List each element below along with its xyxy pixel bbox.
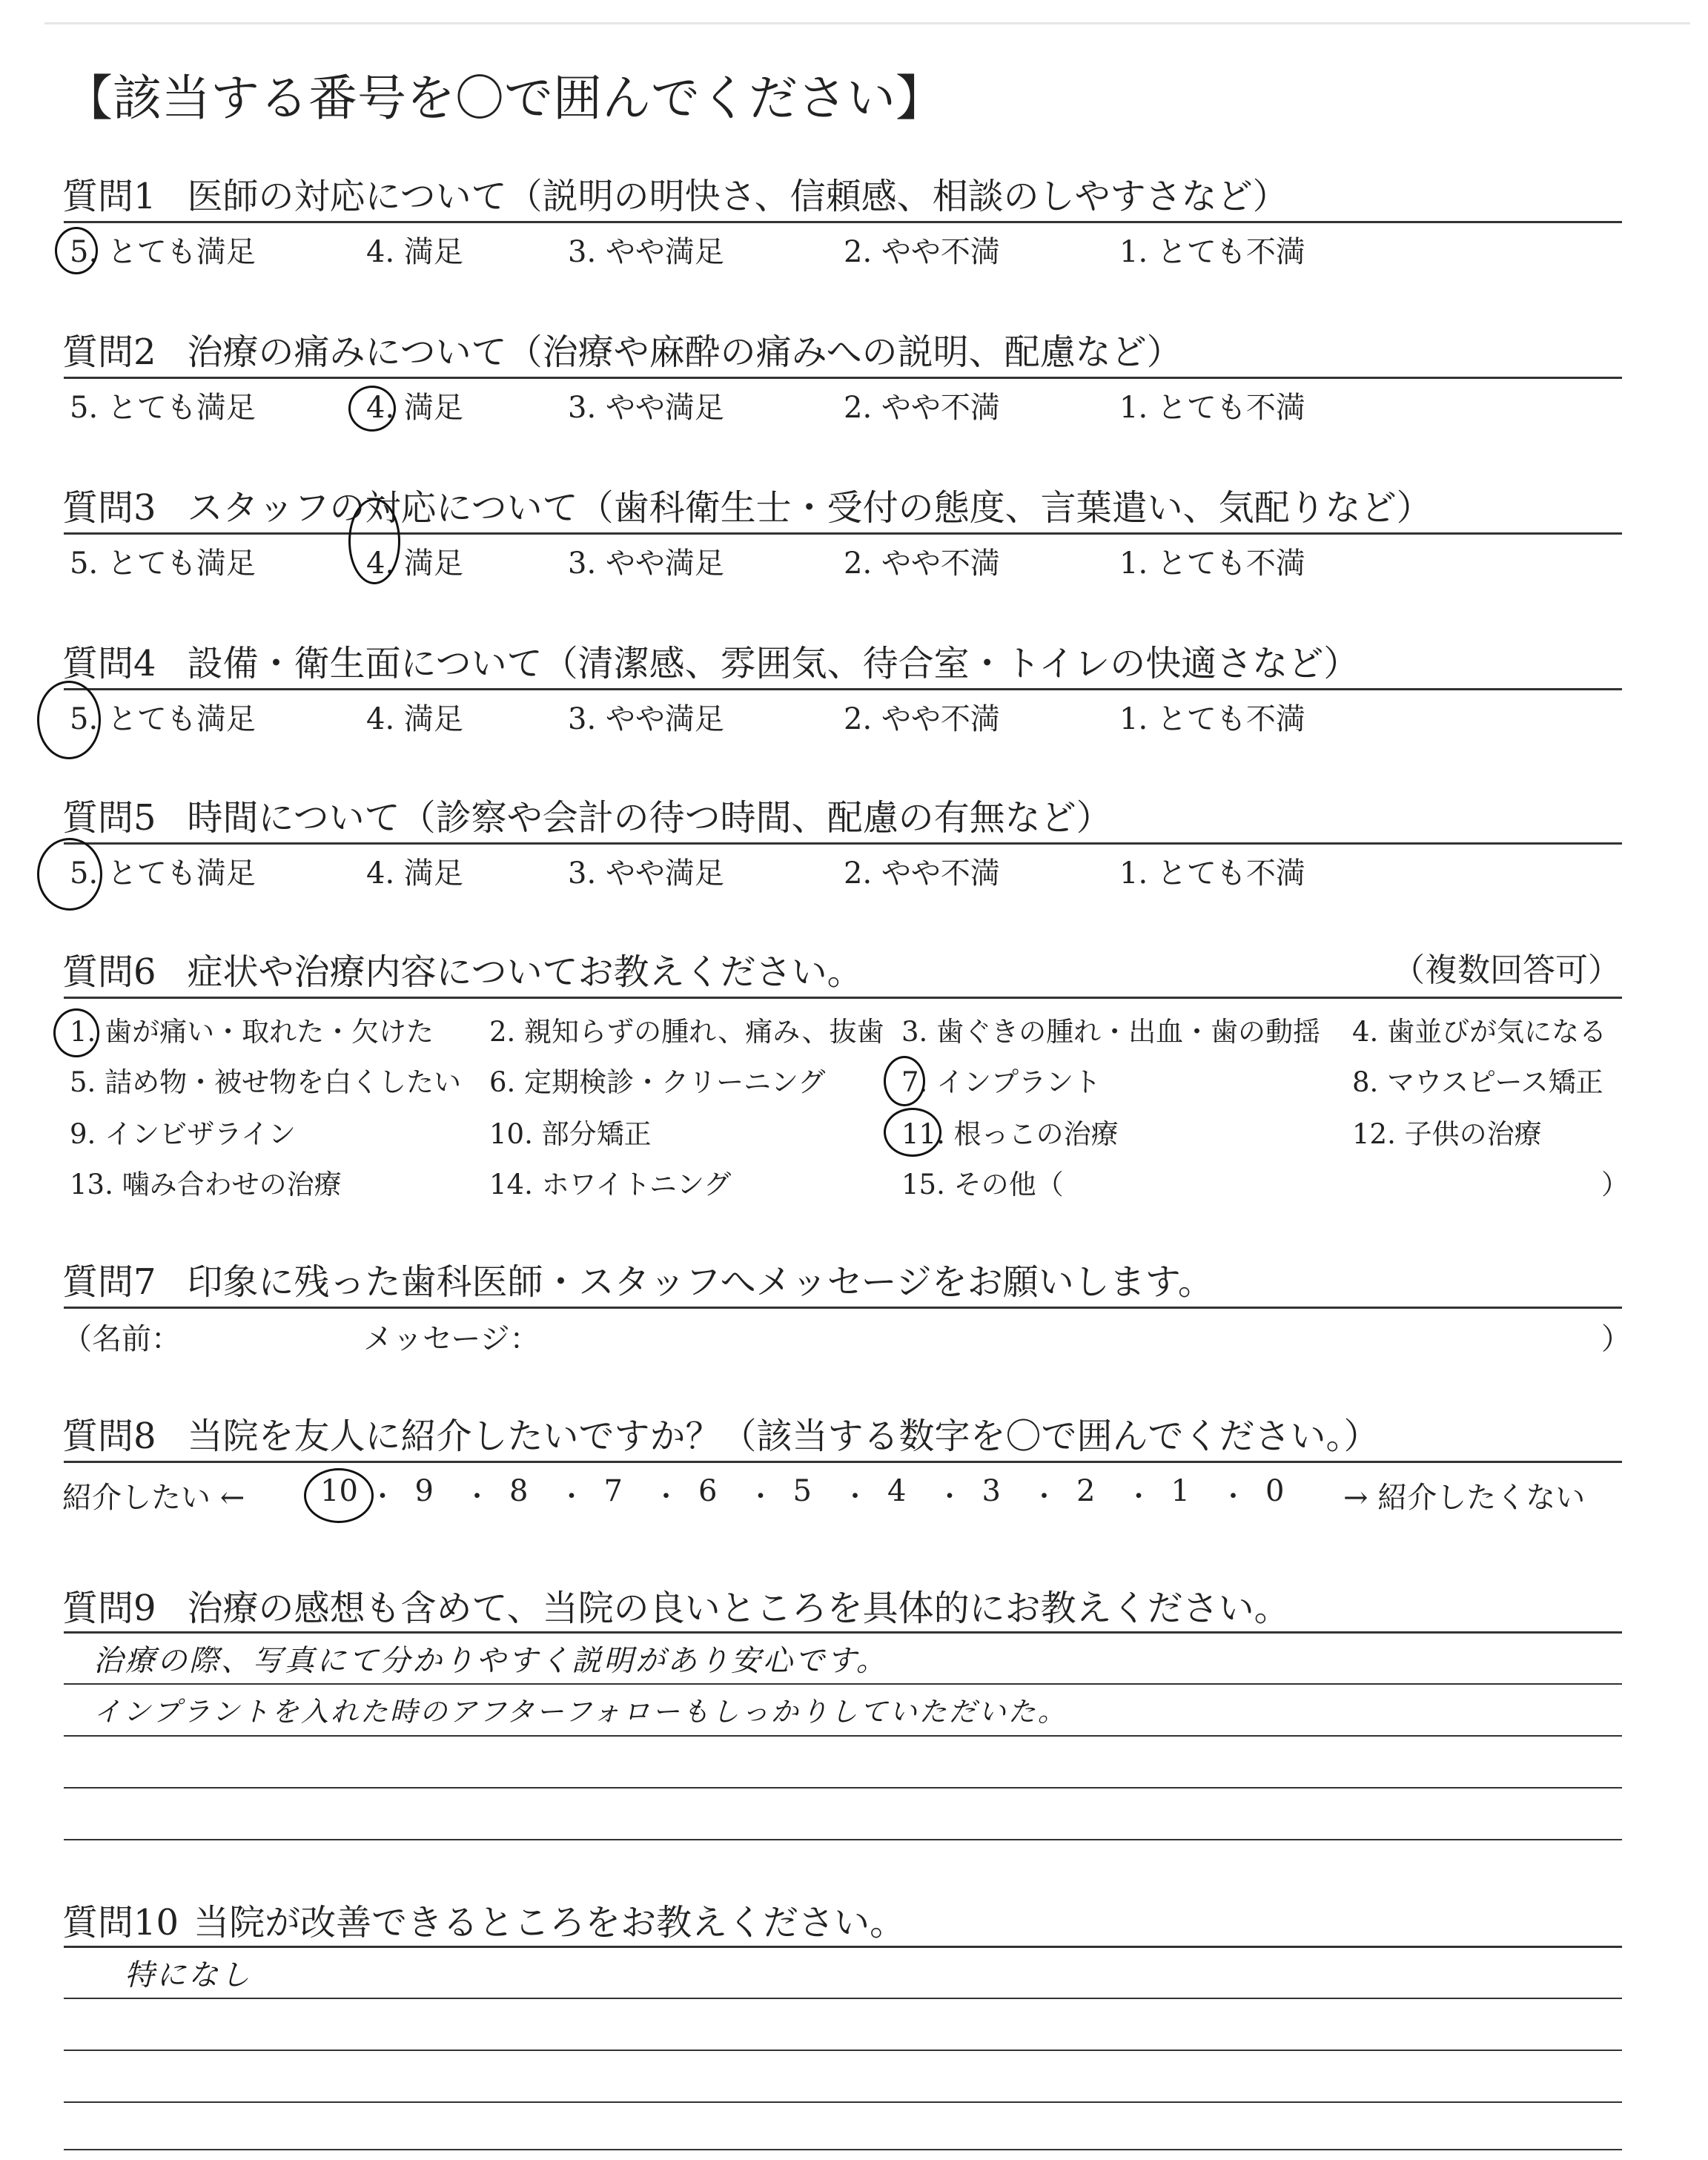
q1-option-2[interactable]: 2. やや不満	[844, 235, 1000, 269]
question-text: 時間について（診察や会計の待つ時間、配慮の有無など）	[187, 797, 1112, 839]
recommend-right-label: → 紹介したくない	[1343, 1481, 1586, 1515]
q6-option-2[interactable]: 2. 親知らずの腫れ、痛み、抜歯	[489, 1016, 884, 1048]
recommend-score-1[interactable]: 1	[1171, 1474, 1190, 1508]
recommend-score-5[interactable]: 5	[792, 1474, 812, 1508]
q6-answer-circle-7	[884, 1056, 925, 1106]
recommend-score-4[interactable]: 4	[887, 1474, 907, 1508]
answer-line	[64, 1839, 1622, 1840]
answer-line	[64, 1683, 1622, 1685]
form-heading: 【該当する番号を〇で囲んでください】	[64, 70, 944, 127]
question-number: 質問7	[62, 1261, 156, 1303]
q4-option-5[interactable]: 5. とても満足	[70, 702, 256, 736]
q6-option-13[interactable]: 13. 噛み合わせの治療	[70, 1169, 342, 1200]
answer-line	[64, 2149, 1622, 2150]
q3-option-5[interactable]: 5. とても満足	[70, 546, 256, 581]
q6-option-15[interactable]: 15. その他（	[901, 1169, 1064, 1200]
scale-separator: ・	[1125, 1482, 1153, 1512]
scan-edge	[44, 22, 1690, 24]
scale-separator: ・	[558, 1482, 586, 1512]
q5-option-5[interactable]: 5. とても満足	[70, 856, 256, 891]
question-rule	[64, 1461, 1622, 1463]
q2-answer-circle	[348, 386, 396, 432]
q1-answer-circle	[55, 227, 98, 274]
q6-answer-circle-1	[53, 1008, 99, 1057]
answer-line	[64, 1998, 1622, 1999]
q6-option-11[interactable]: 11. 根っこの治療	[901, 1118, 1119, 1150]
question-2	[62, 323, 1619, 374]
message-field-close: ）	[1601, 1322, 1631, 1356]
multiple-answer-note: （複数回答可）	[1392, 951, 1621, 989]
q9-answer-line-2[interactable]: インプラントを入れた時のアフターフォローもしっかりしていただいた。	[93, 1696, 1068, 1728]
question-rule	[64, 997, 1622, 999]
recommend-left-label: 紹介したい ←	[62, 1481, 245, 1515]
q2-option-3[interactable]: 3. やや満足	[568, 391, 724, 425]
answer-line	[64, 1735, 1622, 1737]
q4-option-1[interactable]: 1. とても不満	[1119, 702, 1305, 736]
q3-option-4[interactable]: 4. 満足	[366, 546, 463, 581]
question-text: 医師の対応について（説明の明快さ、信頼感、相談のしやすさなど）	[187, 176, 1288, 217]
recommend-score-2[interactable]: 2	[1076, 1474, 1096, 1508]
question-8	[62, 1407, 1619, 1459]
question-rule	[64, 221, 1622, 223]
question-text: 治療の感想も含めて、当院の良いところを具体的にお教えください。	[187, 1588, 1290, 1629]
q5-answer-circle	[37, 838, 102, 911]
scale-separator: ・	[841, 1482, 869, 1512]
question-3	[62, 479, 1619, 530]
question-text: スタッフの対応について（歯科衛生士・受付の態度、言葉遣い、気配りなど）	[187, 487, 1432, 529]
q2-option-4[interactable]: 4. 満足	[366, 391, 463, 425]
question-5	[62, 789, 1619, 840]
scale-separator: ・	[747, 1482, 775, 1512]
q4-option-2[interactable]: 2. やや不満	[844, 702, 1000, 736]
q4-option-4[interactable]: 4. 満足	[366, 702, 463, 736]
q6-option-10[interactable]: 10. 部分矯正	[489, 1118, 652, 1150]
q1-option-1[interactable]: 1. とても不満	[1119, 235, 1305, 269]
q6-option-4[interactable]: 4. 歯並びが気になる	[1352, 1016, 1607, 1048]
q1-option-4[interactable]: 4. 満足	[366, 235, 463, 269]
answer-line	[64, 1631, 1622, 1634]
q6-option-14[interactable]: 14. ホワイトニング	[489, 1169, 732, 1200]
question-number: 質問3	[62, 487, 156, 529]
scale-separator: ・	[1219, 1482, 1247, 1512]
recommend-score-0[interactable]: 0	[1265, 1474, 1285, 1508]
question-rule	[64, 1307, 1622, 1309]
q6-option-1[interactable]: 1. 歯が痛い・取れた・欠けた	[70, 1016, 434, 1048]
question-number: 質問8	[62, 1416, 156, 1457]
recommend-score-6[interactable]: 6	[698, 1474, 718, 1508]
scale-separator: ・	[652, 1482, 680, 1512]
q6-answer-circle-11	[884, 1108, 941, 1157]
q6-option-6[interactable]: 6. 定期検診・クリーニング	[489, 1066, 826, 1098]
question-rule	[64, 688, 1622, 690]
question-rule	[64, 532, 1622, 535]
recommend-score-7[interactable]: 7	[603, 1474, 623, 1508]
q9-answer-line-1[interactable]: 治療の際、写真にて分かりやすく説明があり安心です。	[93, 1644, 888, 1678]
question-9	[62, 1579, 1619, 1631]
q6-option-12[interactable]: 12. 子供の治療	[1352, 1118, 1542, 1150]
answer-line	[64, 2050, 1622, 2051]
q5-option-1[interactable]: 1. とても不満	[1119, 856, 1305, 891]
q8-answer-circle	[304, 1468, 374, 1523]
q3-answer-circle	[348, 498, 400, 584]
recommend-score-8[interactable]: 8	[509, 1474, 529, 1508]
question-6	[62, 943, 1619, 994]
name-field-label: （名前：	[62, 1322, 181, 1356]
question-number: 質問10	[62, 1902, 179, 1943]
q4-option-3[interactable]: 3. やや満足	[568, 702, 724, 736]
q1-option-3[interactable]: 3. やや満足	[568, 235, 724, 269]
q5-option-2[interactable]: 2. やや不満	[844, 856, 1000, 891]
question-number: 質問9	[62, 1588, 156, 1629]
q6-option-3[interactable]: 3. 歯ぐきの腫れ・出血・歯の動揺	[901, 1016, 1321, 1048]
question-rule	[64, 377, 1622, 379]
question-1	[62, 168, 1619, 219]
q6-option-9[interactable]: 9. インビザライン	[70, 1118, 296, 1150]
question-rule	[64, 842, 1622, 845]
message-field-label: メッセージ：	[363, 1322, 540, 1356]
recommend-score-10[interactable]: 10	[320, 1474, 358, 1508]
question-number: 質問4	[62, 643, 156, 684]
q5-option-4[interactable]: 4. 満足	[366, 856, 463, 891]
q2-option-1[interactable]: 1. とても不満	[1119, 391, 1305, 425]
scale-separator: ・	[936, 1482, 964, 1512]
question-text: 印象に残った歯科医師・スタッフへメッセージをお願いします。	[187, 1261, 1214, 1303]
recommend-score-9[interactable]: 9	[414, 1474, 434, 1508]
question-text: 症状や治療内容についてお教えください。	[187, 951, 863, 993]
question-number: 質問6	[62, 951, 156, 993]
q6-option-15-close: ）	[1601, 1169, 1629, 1200]
answer-line	[64, 2101, 1622, 2103]
q10-answer-line-1[interactable]: 特になし	[125, 1958, 252, 1992]
answer-line	[64, 1787, 1622, 1789]
q4-answer-circle	[37, 681, 101, 759]
recommend-score-3[interactable]: 3	[982, 1474, 1001, 1508]
question-text: 治療の痛みについて（治療や麻酔の痛みへの説明、配慮など）	[187, 331, 1182, 373]
question-number: 質問2	[62, 331, 156, 373]
question-7	[62, 1253, 1619, 1304]
scale-separator: ・	[463, 1482, 491, 1512]
q3-option-1[interactable]: 1. とても不満	[1119, 546, 1305, 581]
q2-option-5[interactable]: 5. とても満足	[70, 391, 256, 425]
question-4	[62, 635, 1619, 686]
scale-separator: ・	[1030, 1482, 1058, 1512]
q5-option-3[interactable]: 3. やや満足	[568, 856, 724, 891]
question-10	[62, 1894, 1619, 1945]
question-number: 質問5	[62, 797, 156, 839]
q3-option-3[interactable]: 3. やや満足	[568, 546, 724, 581]
q3-option-2[interactable]: 2. やや不満	[844, 546, 1000, 581]
question-text: 当院を友人に紹介したいですか？（該当する数字を〇で囲んでください。）	[187, 1416, 1380, 1457]
question-number: 質問1	[62, 176, 156, 217]
question-text: 当院が改善できるところをお教えください。	[193, 1902, 906, 1943]
answer-line	[64, 1946, 1622, 1948]
scale-separator: ・	[369, 1482, 397, 1512]
q6-option-8[interactable]: 8. マウスピース矯正	[1352, 1066, 1603, 1098]
q6-option-7[interactable]: 7. インプラント	[901, 1066, 1102, 1098]
q1-option-5[interactable]: 5. とても満足	[70, 235, 256, 269]
q6-option-5[interactable]: 5. 詰め物・被せ物を白くしたい	[70, 1066, 462, 1098]
question-text: 設備・衛生面について（清潔感、雰囲気、待合室・トイレの快適さなど）	[187, 643, 1360, 684]
q2-option-2[interactable]: 2. やや不満	[844, 391, 1000, 425]
